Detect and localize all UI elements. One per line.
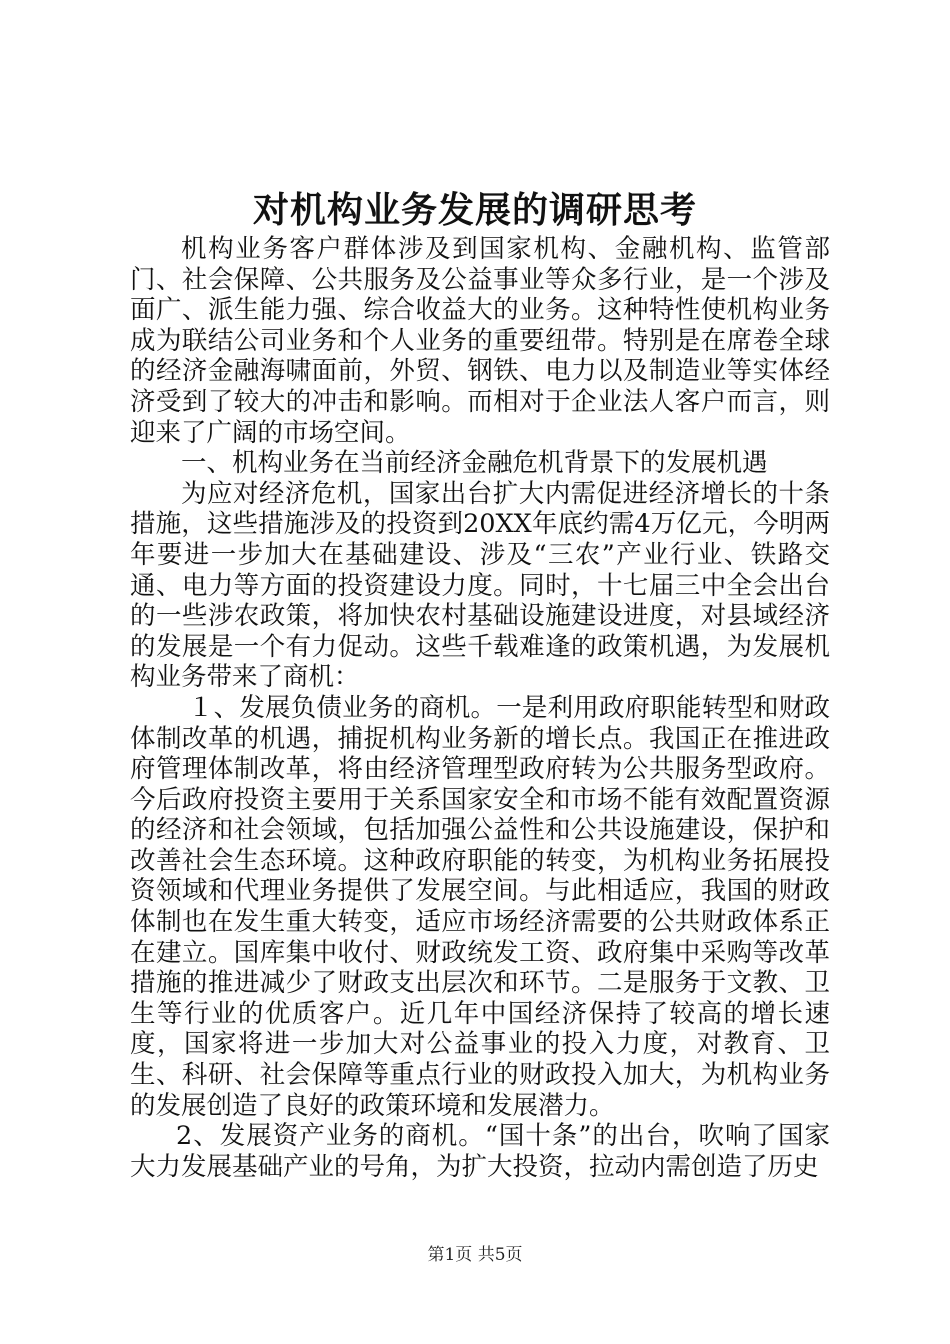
section-heading: 一、机构业务在当前经济金融危机背景下的发展机遇 [181,448,768,479]
intro-paragraph: 机构业务客户群体涉及到国家机构、金融机构、监管部门、社会保障、公共服务及公益事业等众多行业，是一个涉及面广、派生能力强、综合收益大的业务。这种特性使机构业务成为联结公司业务和个人业务的重要纽带。特别是在席卷全球的经济金融海啸面前，外贸、钢铁、电力以及制造业等实体经济受到了较大的冲击和影响。而相对于企业法人客户而言，则迎来了广阔的市场空间。 [130,234,830,448]
page-number-footer: 第1页 共5页 [427,1245,523,1265]
page-title: 对机构业务发展的调研思考 [252,189,697,231]
list-item-paragraph: 2、发展资产业务的商机。“国十条”的出台，吹响了国家大力发展基础产业的号角，为扩大投资，拉动内需创造了历史 [130,1121,830,1182]
document-body [130,234,830,1182]
list-item-paragraph: １、发展负债业务的商机。一是利用政府职能转型和财政体制改革的机遇，捕捉机构业务新的增长点。我国正在推进政府管理体制改革，将由经济管理型政府转为公共服务型政府。今后政府投资主要用于关系国家安全和市场不能有效配置资源的经济和社会领域，包括加强公益性和公共设施建设，保护和改善社会生态环境。这种政府职能的转变，为机构业务拓展投资领域和代理业务提供了发展空间。与此相适应，我国的财政体制也在发生重大转变，适应市场经济需要的公共财政体系正在建立。国库集中收付、财政统发工资、政府集中采购等改革措施的推进减少了财政支出层次和环节。二是服务于文教、卫生等行业的优质客户。近几年中国经济保持了较高的增长速度，国家将进一步加大对公益事业的投入力度，对教育、卫生、科研、社会保障等重点行业的财政投入加大，为机构业务的发展创造了良好的政策环境和发展潜力。 [130,692,830,1121]
body-paragraph: 为应对经济危机，国家出台扩大内需促进经济增长的十条措施，这些措施涉及的投资到20XX年底约需4万亿元，今明两年要进一步加大在基础建设、涉及“三农”产业行业、铁路交通、电力等方面的投资建设力度。同时，十七届三中全会出台的一些涉农政策，将加快农村基础设施建设进度，对县域经济的发展是一个有力促动。这些千载难逢的政策机遇，为发展机构业务带来了商机： [130,478,830,693]
